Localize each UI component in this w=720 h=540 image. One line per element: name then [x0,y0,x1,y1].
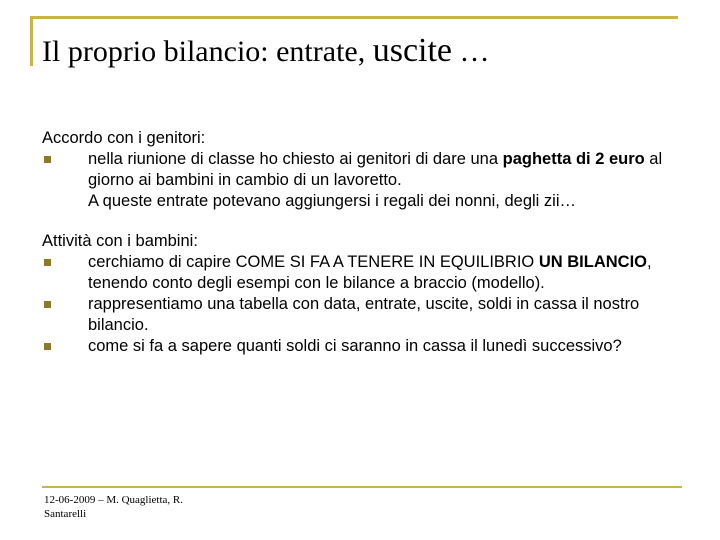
item-bold-text: paghetta di 2 euro [502,150,645,168]
list-item [42,149,682,212]
section-heading-attivita: Attività con i bambini: [42,232,198,250]
slide-content [42,128,682,376]
title-tail: … [452,35,490,68]
footer-divider [42,486,682,488]
item-text: nella riunione di classe ho chiesto ai genitori di dare una [88,150,503,168]
item-text: rappresentiamo una tabella con data, entrate, uscite, soldi in cassa il nostro bilancio. [88,295,640,334]
footer-credits: 12-06-2009 – M. Quaglietta, R. Santarelli [44,494,184,520]
list-item [42,336,682,357]
item-text: A queste entrate potevano aggiungersi i regali dei nonni, degli zii… [88,192,576,210]
list-item [42,252,682,294]
item-text: come si fa a sapere quanti soldi ci saranno in cassa il lunedì successivo? [88,337,622,355]
bullet-list-accordo [42,149,682,212]
title-frame-left [30,16,33,66]
square-bullet-icon [44,301,51,308]
item-text: cerchiamo di capire COME SI FA A TENERE IN EQUILIBRIO [88,253,539,271]
bullet-list-attivita [42,252,682,357]
square-bullet-icon [44,259,51,266]
list-item [42,294,682,336]
title-main: Il proprio bilancio: entrate, [42,35,373,68]
item-bold-text: UN BILANCIO [538,253,648,271]
section-heading-accordo: Accordo con i genitori: [42,129,206,147]
square-bullet-icon [44,156,51,163]
square-bullet-icon [44,343,51,350]
item-text: , tenendo conto degli esempi con le bilance a braccio (modello). [88,253,652,292]
title-emphasis: uscite [372,32,453,69]
title-frame-top [30,16,678,19]
page-title [42,32,490,70]
item-text: al giorno ai bambini in cambio di un lavoretto. [88,150,663,189]
